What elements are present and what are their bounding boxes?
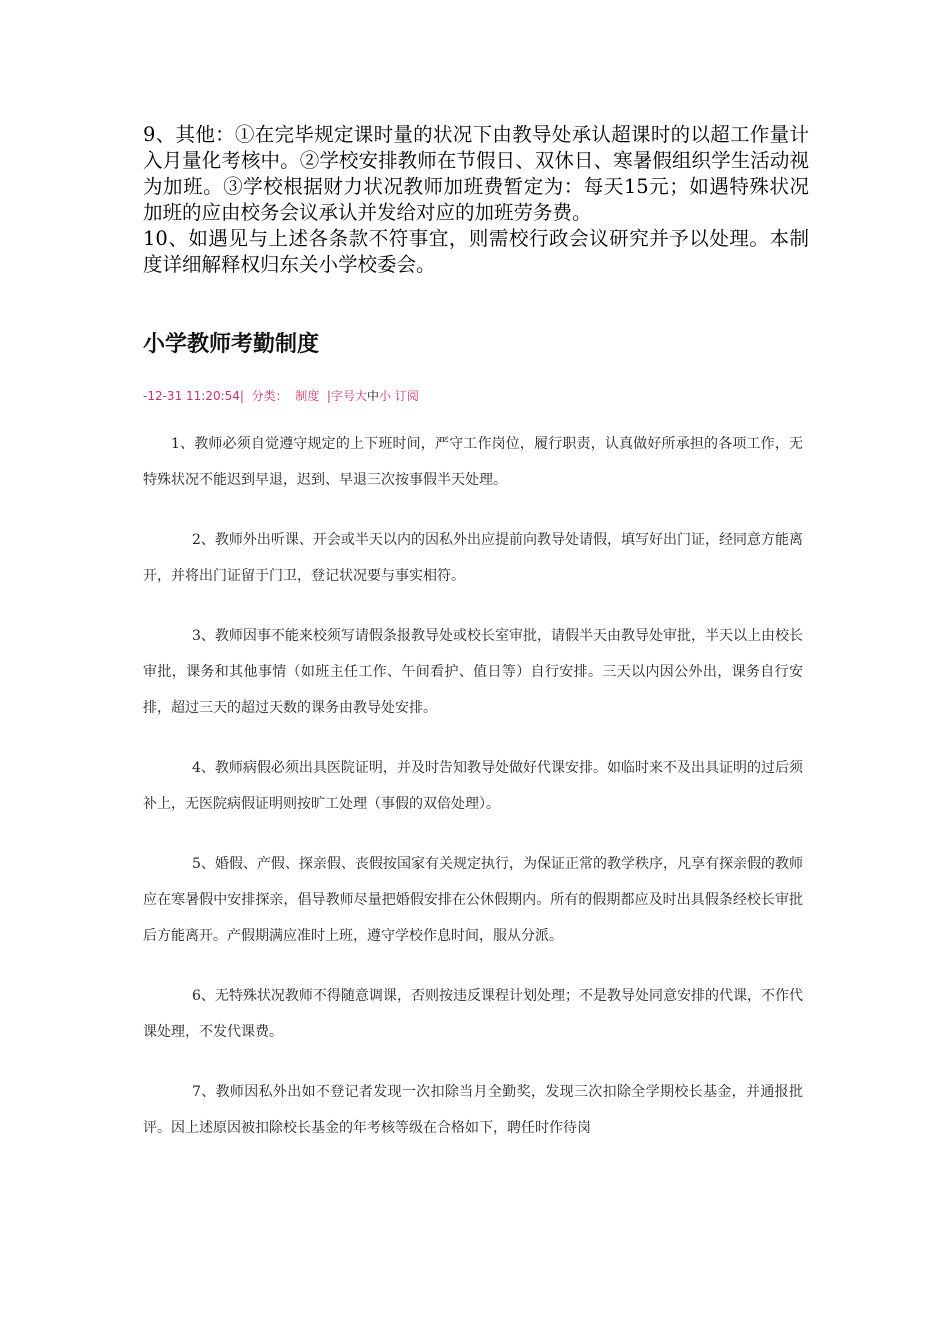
paragraph: 3、教师因事不能来校须写请假条报教导处或校长室审批，请假半天由教导处审批，半天以上由校长审批，课务和其他事情（如班主任工作、午间看护、值日等）自行安排。三天以内因公外出，课务自行安排，超过三天的超过天数的课务由教导处安排。 bbox=[143, 628, 803, 716]
clause-10: 10、如遇见与上述各条款不符事宜，则需校行政会议研究并予以处理。本制度详细解释权归东关小学校委会。 bbox=[143, 227, 809, 276]
font-size-large-link[interactable]: 大 bbox=[354, 389, 367, 403]
category-label: 分类： bbox=[251, 389, 288, 403]
subscribe-link[interactable]: 订阅 bbox=[394, 389, 419, 403]
category-link[interactable]: 制度 bbox=[295, 389, 320, 403]
post-timestamp: -12-31 11:20:54| bbox=[143, 389, 244, 403]
paragraph: 1、教师必须自觉遵守规定的上下班时间，严守工作岗位，履行职责，认真做好所承担的各项工作，无特殊状况不能迟到早退，迟到、早退三次按事假半天处理。 bbox=[143, 436, 803, 488]
article-body bbox=[143, 426, 803, 1170]
article-title: 小学教师考勤制度 bbox=[143, 332, 320, 357]
article-meta bbox=[143, 387, 419, 405]
regulation-continuation bbox=[143, 122, 809, 278]
font-size-medium-link[interactable]: 中 bbox=[366, 389, 379, 403]
paragraph: 7、教师因私外出如不登记者发现一次扣除当月全勤奖，发现三次扣除全学期校长基金，并通报批评。因上述原因被扣除校长基金的年考核等级在合格如下，聘任时作待岗 bbox=[143, 1084, 803, 1136]
paragraph: 4、教师病假必须出具医院证明，并及时告知教导处做好代课安排。如临时来不及出具证明的过后须补上，无医院病假证明则按旷工处理（事假的双倍处理）。 bbox=[143, 760, 803, 812]
font-size-label: |字号 bbox=[326, 389, 355, 403]
paragraph: 5、婚假、产假、探亲假、丧假按国家有关规定执行，为保证正常的教学秩序，凡享有探亲假的教师应在寒暑假中安排探亲，倡导教师尽量把婚假安排在公休假期内。所有的假期都应及时出具假条经校长审批后方能离开。产假期满应准时上班，遵守学校作息时间，服从分派。 bbox=[143, 856, 803, 944]
font-size-small-link[interactable]: 小 bbox=[378, 389, 391, 403]
clause-9: 9、其他：①在完毕规定课时量的状况下由教导处承认超课时的以超工作量计入月量化考核中。②学校安排教师在节假日、双休日、寒暑假组织学生活动视为加班。③学校根据财力状况教师加班费暂定为：每天15元；如遇特殊状况加班的应由校务会议承认并发给对应的加班劳务费。 bbox=[143, 123, 809, 224]
paragraph: 2、教师外出听课、开会或半天以内的因私外出应提前向教导处请假，填写好出门证，经同意方能离开，并将出门证留于门卫，登记状况要与事实相符。 bbox=[143, 532, 803, 584]
paragraph: 6、无特殊状况教师不得随意调课，否则按违反课程计划处理；不是教导处同意安排的代课，不作代课处理，不发代课费。 bbox=[143, 988, 803, 1040]
